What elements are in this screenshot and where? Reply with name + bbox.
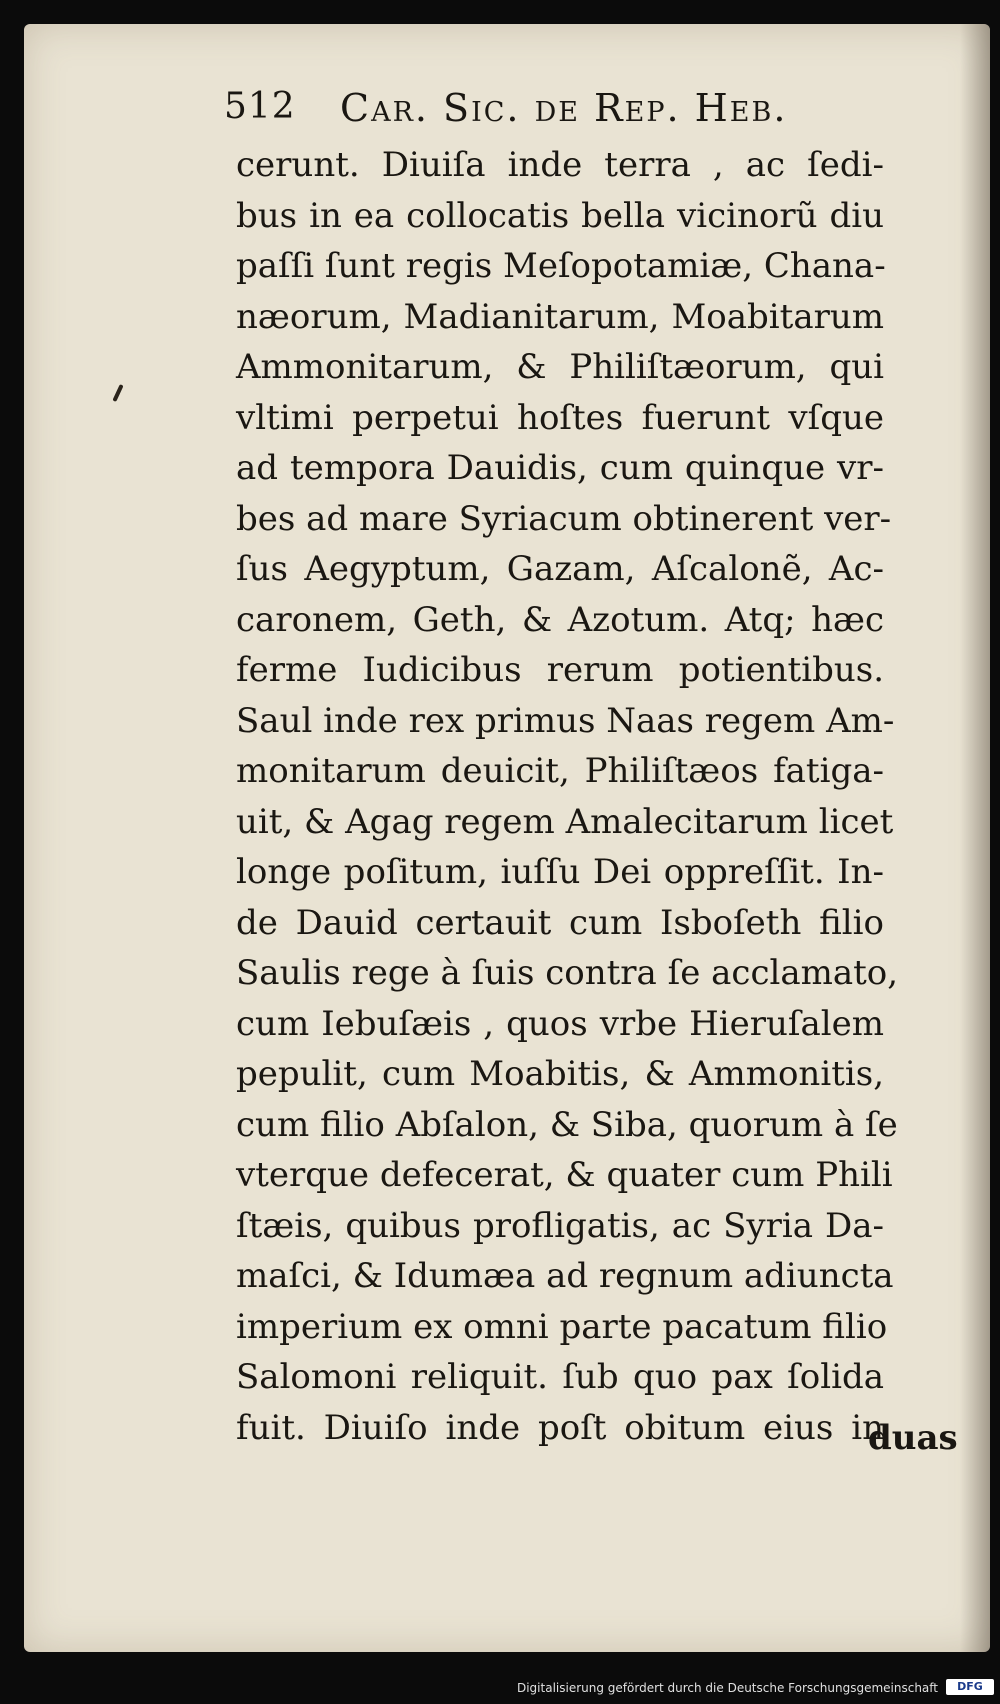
text-line: paſſi ſunt regis Meſopotamiæ, Chana-: [236, 246, 886, 286]
text-line: de Dauid certauit cum Isboſeth filio: [236, 902, 884, 943]
text-line: fuit. Diuiſo inde poſt obitum eius in: [236, 1407, 884, 1448]
text-line: ſtæis, quibus profligatis, ac Syria Da-: [236, 1205, 884, 1246]
text-line: longe poſitum, iuſſu Dei oppreſſit. In-: [236, 852, 884, 892]
text-line: næorum, Madianitarum, Moabitarum: [236, 296, 884, 337]
text-line: cerunt. Diuiſa inde terra , ac ſedi-: [236, 145, 884, 185]
text-line: ad tempora Dauidis, cum quinque vr-: [236, 448, 884, 488]
body-text: [236, 140, 899, 1453]
text-line: Saul inde rex primus Naas regem Am-: [236, 700, 895, 741]
page-number: 512: [224, 86, 296, 127]
text-line: ferme Iudicibus rerum potientibus.: [236, 650, 884, 690]
page-header: [224, 86, 864, 142]
dfg-logo: DFG: [946, 1679, 994, 1695]
margin-mark: [112, 384, 123, 402]
text-line: ſus Aegyptum, Gazam, Aſcalonẽ, Ac-: [236, 549, 884, 589]
running-head: Car. Sic. de Rep. Heb.: [340, 86, 788, 130]
text-line: Ammonitarum, & Philiſtæorum, qui: [236, 347, 884, 387]
text-line: uit, & Agag regem Amalecitarum licet: [236, 801, 894, 842]
catchword: duas: [868, 1418, 958, 1458]
text-line: monitarum deuicit, Philiſtæos fatiga-: [236, 751, 884, 791]
text-line: Salomoni reliquit. ſub quo pax ſolida: [236, 1357, 884, 1397]
text-line: vltimi perpetui hoſtes fuerunt vſque: [236, 397, 884, 438]
text-line: pepulit, cum Moabitis, & Ammonitis,: [236, 1054, 884, 1094]
text-line: maſci, & Idumæa ad regnum adiuncta: [236, 1256, 894, 1296]
text-line: cum filio Abſalon, & Siba, quorum à ſe: [236, 1104, 898, 1145]
text-line: caronem, Geth, & Azotum. Atq; hæc: [236, 599, 884, 640]
digitization-credit: Digitalisierung gefördert durch die Deutsche Forschungsgemeinschaft: [516, 1681, 938, 1695]
text-line: vterque defecerat, & quater cum Phili: [236, 1155, 893, 1195]
text-line: imperium ex omni parte pacatum filio: [236, 1306, 888, 1347]
text-line: Saulis rege à ſuis contra ſe acclamato,: [236, 953, 899, 993]
text-line: bes ad mare Syriacum obtinerent ver-: [236, 498, 892, 539]
text-line: cum Iebuſæis , quos vrbe Hieruſalem: [236, 1003, 884, 1044]
text-line: bus in ea collocatis bella vicinorũ diu: [236, 195, 884, 236]
